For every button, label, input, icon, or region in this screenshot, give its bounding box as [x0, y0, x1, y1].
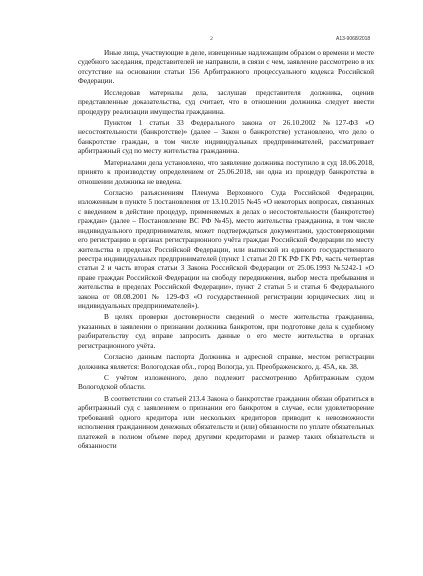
paragraph: Согласно данным паспорта Должника и адресной справке, местом регистрации должника является: Вологодская обл., город Вологда, ул. Преображенского, д. 45А, кв. 38. [78, 352, 374, 371]
paragraph: В целях проверки достоверности сведений о месте жительства гражданина, указанных в заявлении о признании должника банкротом, при подготовке дела к судебному разбирательству суд вправе запросить данные о его месте жительства в органах регистрационного учёта. [78, 312, 374, 350]
case-number: А13-9068/2018 [336, 36, 371, 42]
paragraph: С учётом изложенного, дело подлежит рассмотрению Арбитражным судом Вологодской области. [78, 373, 374, 392]
paragraph: Пунктом 1 статьи 33 Федерального закона от 26.10.2002 №127-ФЗ «О несостоятельности (банкротстве)» (далее – Закон о банкротстве) установлено, что дело о банкротстве граждан, в том числе индивидуальных предпринимателей, рассматривает арбитражный суд по месту жительства гражданина. [78, 118, 374, 156]
document-body [78, 48, 374, 453]
paragraph: Согласно разъяснениям Пленума Верховного Суда Российской Федерации, изложенным в пункте 5 постановления от 13.10.2015 №45 «О некоторых вопросах, связанных с введением в действие процедур, применяемых в делах о несостоятельности (банкротстве) граждан» (далее – Постановление ВС РФ №45), место жительства гражданина, в том числе индивидуального предпринимателя, может подтверждаться документами, удостоверяющими его регистрацию в органах регистрационного учёта граждан Российской Федерации по месту жительства в пределах Российской Федерации, или выпиской из единого государственного реестра индивидуальных предпринимателей (пункт 1 статьи 20 ГК РФ ГК РФ, часть четвертая статьи 2 и часть вторая статьи 3 Закона Российской Федерации от 25.06.1993 №5242-1 «О праве граждан Российской Федерации на свободу передвижения, выбор места пребывания и жительства в пределах Российской Федерации», пункт 2 статьи 5 и статья 6 Федерального закона от 08.08.2001 № 129-ФЗ «О государственной регистрации юридических лиц и индивидуальных предпринимателей»). [78, 188, 374, 310]
paragraph: Материалами дела установлено, что заявление должника поступило в суд 18.06.2018, принято к производству определением от 25.06.2018, ни одна из процедур банкротства в отношении должника не введена. [78, 157, 374, 186]
page-number: 2 [210, 36, 213, 42]
paragraph: В соответствии со статьей 213.4 Закона о банкротстве гражданин обязан обратиться в арбитражный суд с заявлением о признании его банкротом в случае, если удовлетворение требований одного кредитора или нескольких кредиторов приводит к невозможности исполнения гражданином денежных обязательств и (или) обязанности по уплате обязательных платежей в полном объеме перед другими кредиторами и размер таких обязательств и обязанности [78, 393, 374, 450]
paragraph: Исследовав материалы дела, заслушав представителя должника, оценив представленные доказательства, суд считает, что в отношении должника следует ввести процедуру реализации имущества гражданина. [78, 87, 374, 116]
paragraph: Иные лица, участвующие в деле, извещенные надлежащим образом о времени и месте судебного заседания, представителей не направили, в связи с чем, заявление рассмотрено в их отсутствие на основании статьи 156 Арбитражного процессуального кодекса Российской Федерации. [78, 48, 374, 86]
